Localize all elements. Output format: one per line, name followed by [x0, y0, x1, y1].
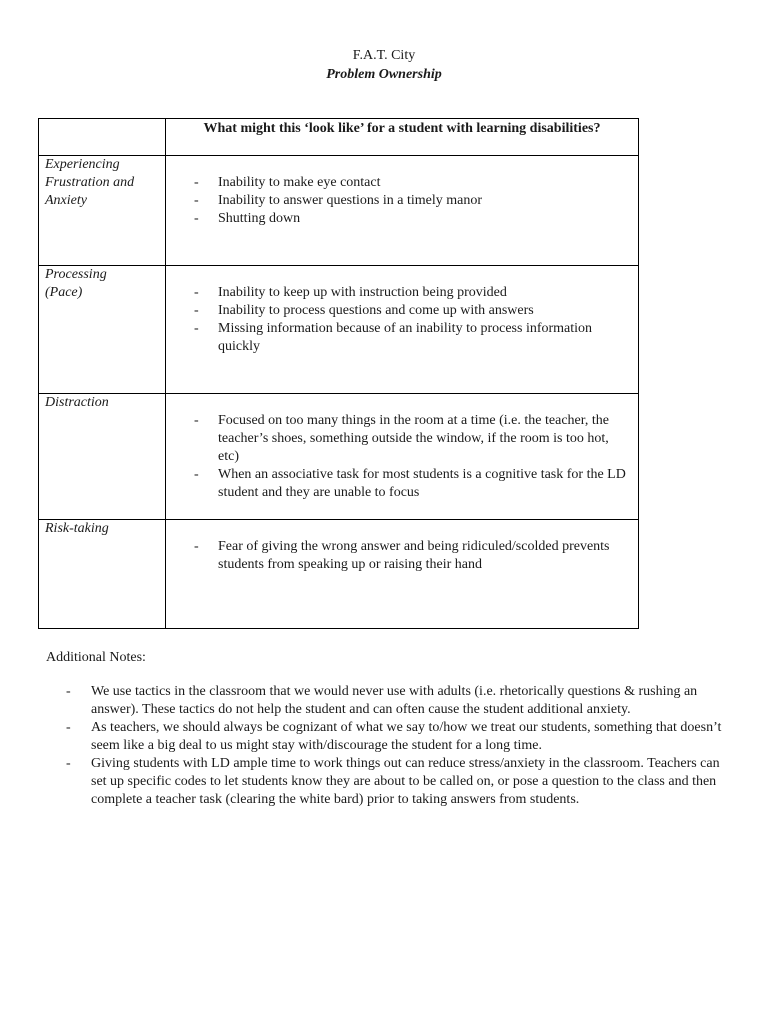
note-item: - Giving students with LD ample time to work things out can reduce stress/anxiety in the classroom. Teachers can set up specific codes to let students know they are about to be called on, or pose a question to the class and then complete a teacher task (clearing the white bard) prior to taking answers from students.	[66, 755, 726, 809]
table-row	[39, 520, 639, 629]
header-empty-cell	[39, 119, 166, 156]
bullet-list	[166, 266, 638, 356]
row-label-text: Experiencing Frustration and Anxiety	[45, 157, 135, 208]
column-header: What might this ‘look like’ for a student with learning disabilities?	[166, 119, 639, 156]
table-row	[39, 156, 639, 266]
row-content	[166, 266, 639, 394]
list-item: - Inability to keep up with instruction being provided	[194, 284, 632, 302]
table-header-row	[39, 119, 639, 156]
list-item: - Shutting down	[194, 210, 632, 228]
bullet-list	[166, 394, 638, 502]
additional-notes-heading: Additional Notes:	[46, 650, 146, 665]
note-item: - We use tactics in the classroom that we would never use with adults (i.e. rhetorically questions & rushing an answer). These tactics do not help the student and can often cause the student additional anxiety.	[66, 683, 726, 719]
row-label	[39, 156, 166, 266]
row-label-text: Processing (Pace)	[45, 267, 107, 300]
list-item: - When an associative task for most students is a cognitive task for the LD student and they are unable to focus	[194, 466, 632, 502]
table-row	[39, 394, 639, 520]
problem-ownership-table	[38, 118, 639, 629]
list-item: - Inability to answer questions in a timely manor	[194, 192, 632, 210]
row-label-text: Distraction	[45, 395, 109, 410]
note-item: - As teachers, we should always be cognizant of what we say to/how we treat our students, something that doesn’t seem like a big deal to us might stay with/discourage the student for a long time.	[66, 719, 726, 755]
row-label	[39, 394, 166, 520]
row-label-text: Risk-taking	[45, 521, 109, 536]
document-subtitle: Problem Ownership	[326, 67, 442, 82]
row-content	[166, 394, 639, 520]
row-label	[39, 266, 166, 394]
row-label	[39, 520, 166, 629]
bullet-list	[166, 520, 638, 574]
list-item: - Missing information because of an inability to process information quickly	[194, 320, 632, 356]
list-item: - Inability to make eye contact	[194, 174, 632, 192]
table-row	[39, 266, 639, 394]
list-item: - Focused on too many things in the room at a time (i.e. the teacher, the teacher’s shoes, something outside the window, if the room is too hot, etc)	[194, 412, 632, 466]
additional-notes-list	[66, 683, 726, 809]
row-content	[166, 156, 639, 266]
list-item: - Inability to process questions and come up with answers	[194, 302, 632, 320]
bullet-list	[166, 156, 638, 228]
row-content	[166, 520, 639, 629]
list-item: - Fear of giving the wrong answer and being ridiculed/scolded prevents students from speaking up or raising their hand	[194, 538, 632, 574]
document-title: F.A.T. City	[352, 48, 416, 63]
